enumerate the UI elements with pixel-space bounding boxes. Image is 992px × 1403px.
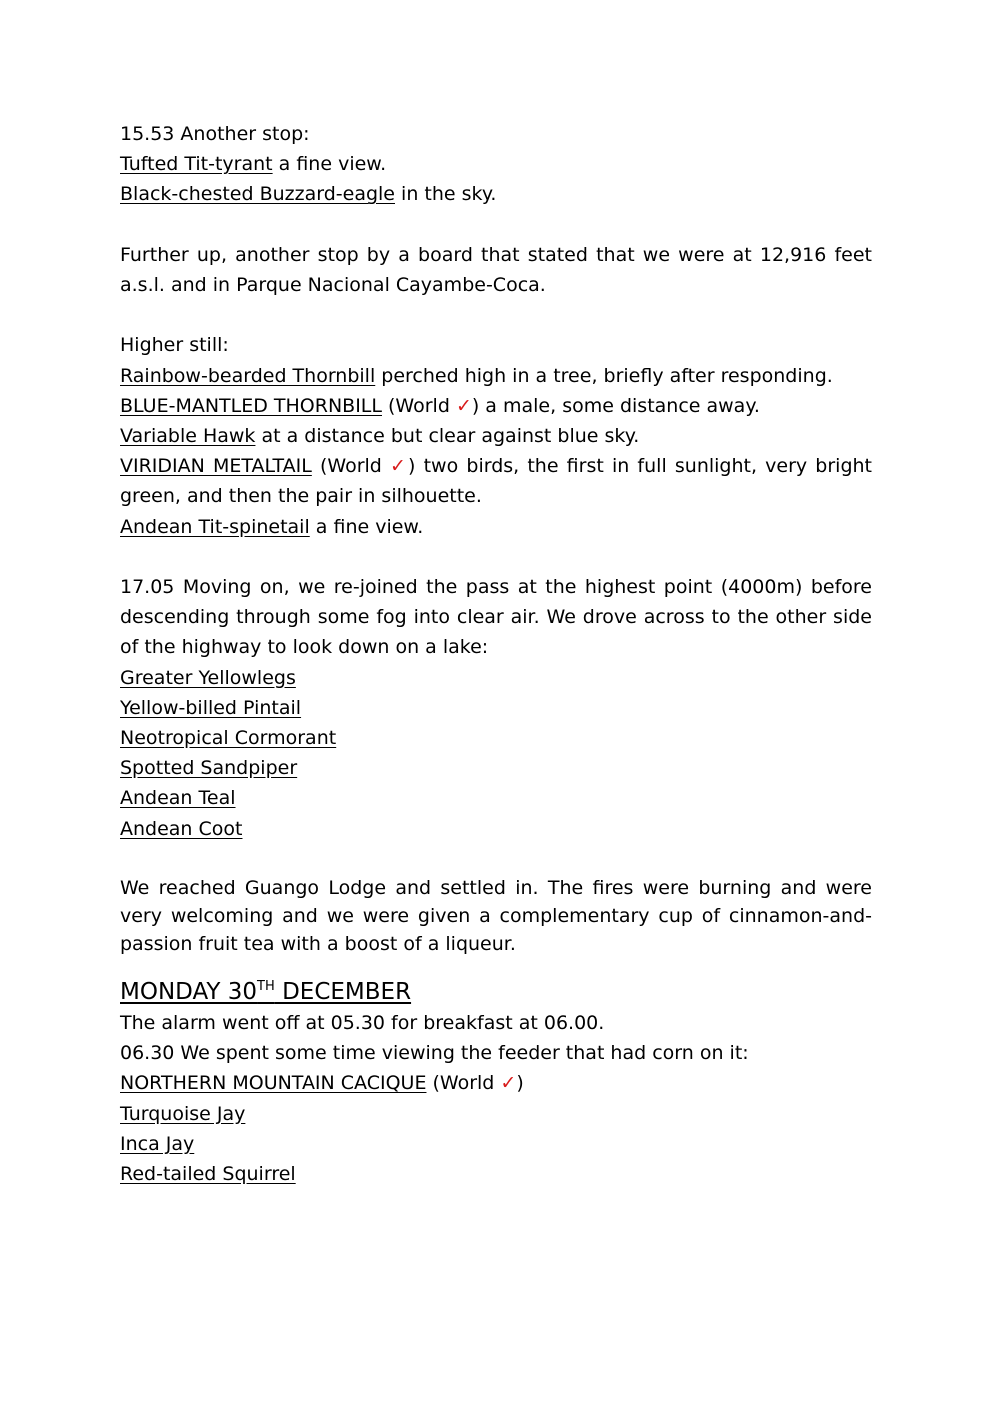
check-icon: ✓: [500, 1072, 517, 1095]
sighting-note: (World: [311, 455, 390, 478]
paragraph: Further up, another stop by a board that stated that we were at 12,916 feet a.s.l. and in Parque Nacional Cayambe-Coca.: [120, 243, 872, 296]
bird-name: Variable Hawk: [120, 425, 256, 447]
sighting-note: ) two birds, the first in full sunlight, very bright green, and then the pair in silhouette.: [120, 455, 873, 508]
section-intro: Higher still:: [120, 334, 229, 357]
bird-list-item: Andean Coot: [120, 817, 243, 840]
sighting-note: a fine view.: [309, 515, 424, 538]
sighting-line: [120, 391, 872, 421]
bird-list-item: Turquoise Jay: [120, 1102, 246, 1125]
sighting-note: (World: [426, 1072, 501, 1095]
bird-list-item: Andean Teal: [120, 787, 236, 810]
sighting-note: perched high in a tree, briefly after responding.: [375, 364, 833, 387]
bird-name: Black-chested Buzzard-eagle: [120, 183, 395, 206]
bird-list-item: Red-tailed Squirrel: [120, 1163, 296, 1186]
bird-list-item: Greater Yellowlegs: [120, 666, 296, 689]
bird-name: NORTHERN MOUNTAIN CACIQUE: [120, 1072, 427, 1095]
sighting-line: [120, 361, 872, 391]
sighting-line: [120, 1068, 872, 1098]
day-heading: [120, 976, 872, 1008]
sighting-line: [120, 512, 872, 542]
sighting-line: [120, 149, 872, 179]
heading-ordinal: TH: [257, 979, 275, 995]
blank-line: [120, 844, 872, 874]
paragraph: 17.05 Moving on, we re-joined the pass at the highest point (4000m) before descending through some fog into clear air. We drove across to the other side of the highway to look down on a lake:: [120, 576, 872, 659]
document-page: [120, 119, 872, 1189]
sighting-note: (World: [381, 394, 456, 417]
bird-list-item: Yellow-billed Pintail: [120, 696, 302, 719]
bird-name: BLUE-MANTLED THORNBILL: [120, 394, 382, 417]
sighting-note: at a distance but clear against blue sky.: [255, 425, 640, 447]
heading-day: MONDAY 30: [120, 979, 258, 1006]
blank-line: [120, 210, 872, 240]
sighting-line: [120, 421, 872, 451]
sighting-line: [120, 451, 872, 511]
bird-name: Andean Tit-spinetail: [120, 515, 310, 538]
alarm-line: The alarm went off at 05.30 for breakfast at 06.00.: [120, 1012, 605, 1035]
bird-list-item: Neotropical Cormorant: [120, 727, 337, 750]
sighting-note: ) a male, some distance away.: [471, 394, 760, 417]
paragraph: We reached Guango Lodge and settled in. The fires were burning and were very welcoming and we were given a complementary cup of cinnamon-and-passion fruit tea with a boost of a liqueur.: [120, 877, 872, 956]
bird-name: VIRIDIAN METALTAIL: [120, 455, 312, 478]
blank-line: [120, 542, 872, 572]
sighting-line: [120, 179, 872, 209]
bird-name: Rainbow-bearded Thornbill: [120, 364, 376, 387]
check-icon: ✓: [455, 394, 472, 417]
sighting-note: in the sky.: [395, 183, 497, 206]
check-icon: ✓: [390, 455, 409, 478]
sighting-note: ): [516, 1072, 524, 1095]
heading-month: DECEMBER: [274, 979, 412, 1006]
bird-list-item: Spotted Sandpiper: [120, 757, 298, 780]
bird-list-item: Inca Jay: [120, 1132, 195, 1155]
blank-line: [120, 300, 872, 330]
sighting-note: a fine view.: [272, 153, 387, 176]
stop-line: 15.53 Another stop:: [120, 123, 310, 145]
bird-name: Tufted Tit-tyrant: [120, 153, 273, 176]
feeder-line: 06.30 We spent some time viewing the feeder that had corn on it:: [120, 1042, 749, 1065]
